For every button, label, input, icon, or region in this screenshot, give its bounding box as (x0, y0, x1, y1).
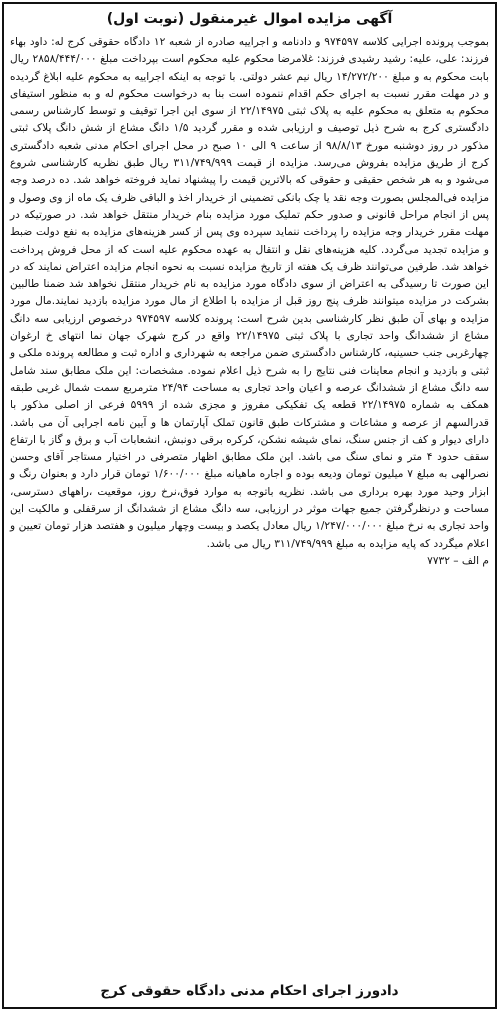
notice-title: آگهی مزایده اموال غیرمنقول (نوبت اول) (106, 11, 393, 27)
notice-signature: دادورز اجرای احکام مدنی دادگاه حقوقی کرج (100, 983, 399, 999)
notice-body: بموجب پرونده اجرایی کلاسه ۹۷۴۵۹۷ و دادنامه و اجراییه صادره از شعبه ۱۲ دادگاه حقوقی کرج له: داود بهاء فرزند: علی، علیه: رشید رشیدی فرزند: غلامرضا محکوم علیه محکوم است بپرداخت مبلغ ۲۸۵۸/۴۴۴/۰۰۰ ریال بابت محکوم به و مبلغ ۱۴/۲۷۲/۲۰۰ ریال نیم عشر دولتی. با توجه به اینکه اجراییه به محکوم علیه ابلاغ گردیده و در مهلت مقرر نسبت به اجرای حکم اقدام ننموده است بنا به درخواست محکوم له و به منظور استیفای محکوم به متعلق به محکوم علیه به پلاک ثبتی ۲۲/۱۴۹۷۵ از سوی این اجرا توقیف و توسط کارشناس رسمی دادگستری کرج به شرح ذیل توصیف و ارزیابی شده و مقرر گردید ۱/۵ دانگ مشاع از شش دانگ پلاک ثبتی مذکور در روز دوشنبه مورخ ۹۸/۸/۱۳ از ساعت ۹ الی ۱۰ صبح در محل اجرای احکام مدنی شعبه دادگستری کرج از طریق مزایده بفروش می‌رسد. مزایده از قیمت ۳۱۱/۷۴۹/۹۹۹ ریال طبق نظریه کارشناسی شروع می‌شود و به هر شخص حقیقی و حقوقی که بالاترین قیمت را پیشنهاد نماید فروخته خواهد شد. ده درصد وجه مزایده فی‌المجلس بصورت وجه نقد یا چک بانکی تضمینی از خریدار اخذ و الباقی ظرف یک ماه از وی وصول و پس از انجام مراحل قانونی و صدور حکم تملیک مورد مزایده بنام خریدار منتقل خواهد شد. در صورتیکه در مهلت مقرر خریدار وجه مزایده را پرداخت ننماید سپرده وی پس از کسر هزینه‌های مزایده به نفع دولت ضبط و مزایده تجدید می‌گردد. کلیه هزینه‌های نقل و انتقال به عهده محکوم علیه است که از محل فروش پرداخت خواهد شد. طرفین می‌توانند ظرف یک هفته از تاریخ مزایده نسبت به نحوه انجام مزایده اعتراض نمایند که در این صورت تا رسیدگی به اعتراض از سوی دادگاه مورد مزایده به نام خریدار منتقل نخواهد شد ضمنا طالبین بشرکت در مزایده میتوانند ظرف پنج روز قبل از مزایده با اطلاع از مال مورد مزایده بازدید نمایند.مال مورد مزایده و بهای آن طبق نظر کارشناسی بدین شرح است: پرونده کلاسه ۹۷۴۵۹۷ درخصوص ارزیابی سه دانگ مشاع از ششدانگ واحد تجاری با پلاک ثبتی ۲۲/۱۴۹۷۵ واقع در کرج شهرک جهان نما انتهای خ ارغوان چهارغربی جنب حسینیه، کارشناس دادگستری ضمن مراجعه به شهرداری و اداره ثبت و مطالعه پرونده ملکی و ثبتی و بازدید و انجام معاینات فنی نتایج را به شرح ذیل اعلام نموده. مشخصات: این ملک مطابق سند شامل سه دانگ مشاع از ششدانگ عرصه و اعیان واحد تجاری به مساحت ۲۴/۹۴ مترمربع سمت شمال غربی طبقه همکف به شماره ۲۲/۱۴۹۷۵ قطعه یک تفکیکی مفروز و مجزی شده از ۵۹۹۹ فرعی از اصلی مذکور با قدرالسهم از عرصه و مشاعات و مشترکات طبق قانون تملک آپارتمان ها و آیین نامه اجرایی آن می باشد. دارای دیوار و کف از جنس سنگ، نمای شیشه نشکن، کرکره برقی دونبش، انشعابات آب و برق و گاز با ارتفاع سقف حدود ۴ متر و نمای سنگ می باشد. این ملک مطابق اظهار متصرفی در اختیار مستاجر آقای وحسن نصرالهی به مبلغ ۷ میلیون تومان ودیعه بوده و اجاره ماهیانه مبلغ ۱/۶۰۰/۰۰۰ تومان قرار دارد و بعنوان رنگ و ابزار وحید مورد بهره برداری می باشد. نظریه باتوجه به موارد فوق،نرخ روز، موقعیت ،راههای دسترسی، مساحت و درنظرگرفتن جمیع جهات موثر در ارزیابی، سه دانگ مشاع از ششدانگ از سرقفلی و مالکیت این واحد تجاری به نرخ مبلغ ۱/۲۴۷/۰۰۰/۰۰۰ ریال معادل یکصد و بیست وچهار میلیون و هفتصد هزار تومان تعیین و اعلام میگردد که پایه مزایده به مبلغ ۳۱۱/۷۴۹/۹۹۹ ریال می باشد. (10, 36, 490, 550)
notice-reference-number: م الف – ۷۷۳۲ (427, 554, 489, 567)
notice-panel (2, 2, 497, 1009)
